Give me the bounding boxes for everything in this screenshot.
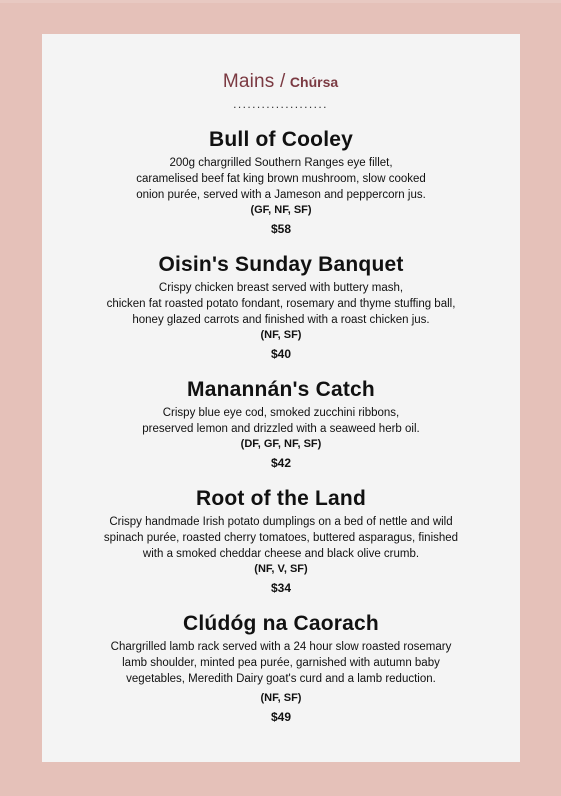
description-line: Crispy blue eye cod, smoked zucchini ribbons, bbox=[162, 407, 400, 419]
item-title: Manannán's Catch bbox=[187, 378, 375, 401]
item-title: Root of the Land bbox=[195, 487, 366, 510]
description-line: honey glazed carrots and finished with a roast chicken jus. bbox=[132, 314, 430, 326]
description-line: onion purée, served with a Jameson and peppercorn jus. bbox=[136, 189, 426, 201]
item-description bbox=[42, 155, 520, 203]
item-price: $42 bbox=[270, 456, 292, 470]
menu-item bbox=[42, 611, 520, 725]
item-price: $49 bbox=[270, 710, 292, 724]
description-line: 200g chargrilled Southern Ranges eye fillet, bbox=[169, 157, 393, 169]
description-line: with a smoked cheddar cheese and black olive crumb. bbox=[142, 548, 420, 560]
menu-item bbox=[42, 252, 520, 362]
section-title: Mains / bbox=[222, 71, 286, 92]
description-line: preserved lemon and drizzled with a seaweed herb oil. bbox=[142, 423, 420, 435]
description-line: vegetables, Meredith Dairy goat's curd and a lamb reduction. bbox=[126, 673, 436, 685]
item-description bbox=[42, 280, 520, 328]
dietary-tags: (GF, NF, SF) bbox=[250, 204, 312, 216]
menu-item bbox=[42, 127, 520, 237]
description-line: Chargrilled lamb rack served with a 24 hour slow roasted rosemary bbox=[110, 641, 452, 653]
description-line: Crispy handmade Irish potato dumplings on a bed of nettle and wild bbox=[109, 516, 453, 528]
description-line: Crispy chicken breast served with buttery mash, bbox=[158, 282, 404, 294]
item-description bbox=[42, 639, 520, 687]
item-title: Bull of Cooley bbox=[209, 128, 353, 151]
dietary-tags: (DF, GF, NF, SF) bbox=[240, 438, 322, 450]
item-title: Clúdóg na Caorach bbox=[183, 612, 379, 635]
section-subtitle: Chúrsa bbox=[289, 74, 339, 90]
item-title: Oisin's Sunday Banquet bbox=[158, 253, 404, 276]
description-line: lamb shoulder, minted pea purée, garnished with autumn baby bbox=[122, 657, 440, 669]
dietary-tags: (NF, SF) bbox=[260, 329, 302, 341]
description-line: caramelised beef fat king brown mushroom, slow cooked bbox=[136, 173, 426, 185]
item-price: $58 bbox=[270, 222, 292, 236]
description-line: chicken fat roasted potato fondant, rosemary and thyme stuffing ball, bbox=[106, 298, 456, 310]
item-description bbox=[42, 514, 520, 562]
item-price: $34 bbox=[270, 581, 292, 595]
menu-item bbox=[42, 486, 520, 596]
description-line: spinach purée, roasted cherry tomatoes, buttered asparagus, finished bbox=[103, 532, 459, 544]
menu-item bbox=[42, 377, 520, 471]
divider: .................... bbox=[233, 97, 328, 111]
dietary-tags: (NF, SF) bbox=[260, 692, 302, 704]
page-top-border bbox=[0, 0, 561, 3]
item-description bbox=[42, 405, 520, 437]
section-heading bbox=[0, 71, 561, 94]
dietary-tags: (NF, V, SF) bbox=[254, 563, 308, 575]
item-price: $40 bbox=[270, 347, 292, 361]
